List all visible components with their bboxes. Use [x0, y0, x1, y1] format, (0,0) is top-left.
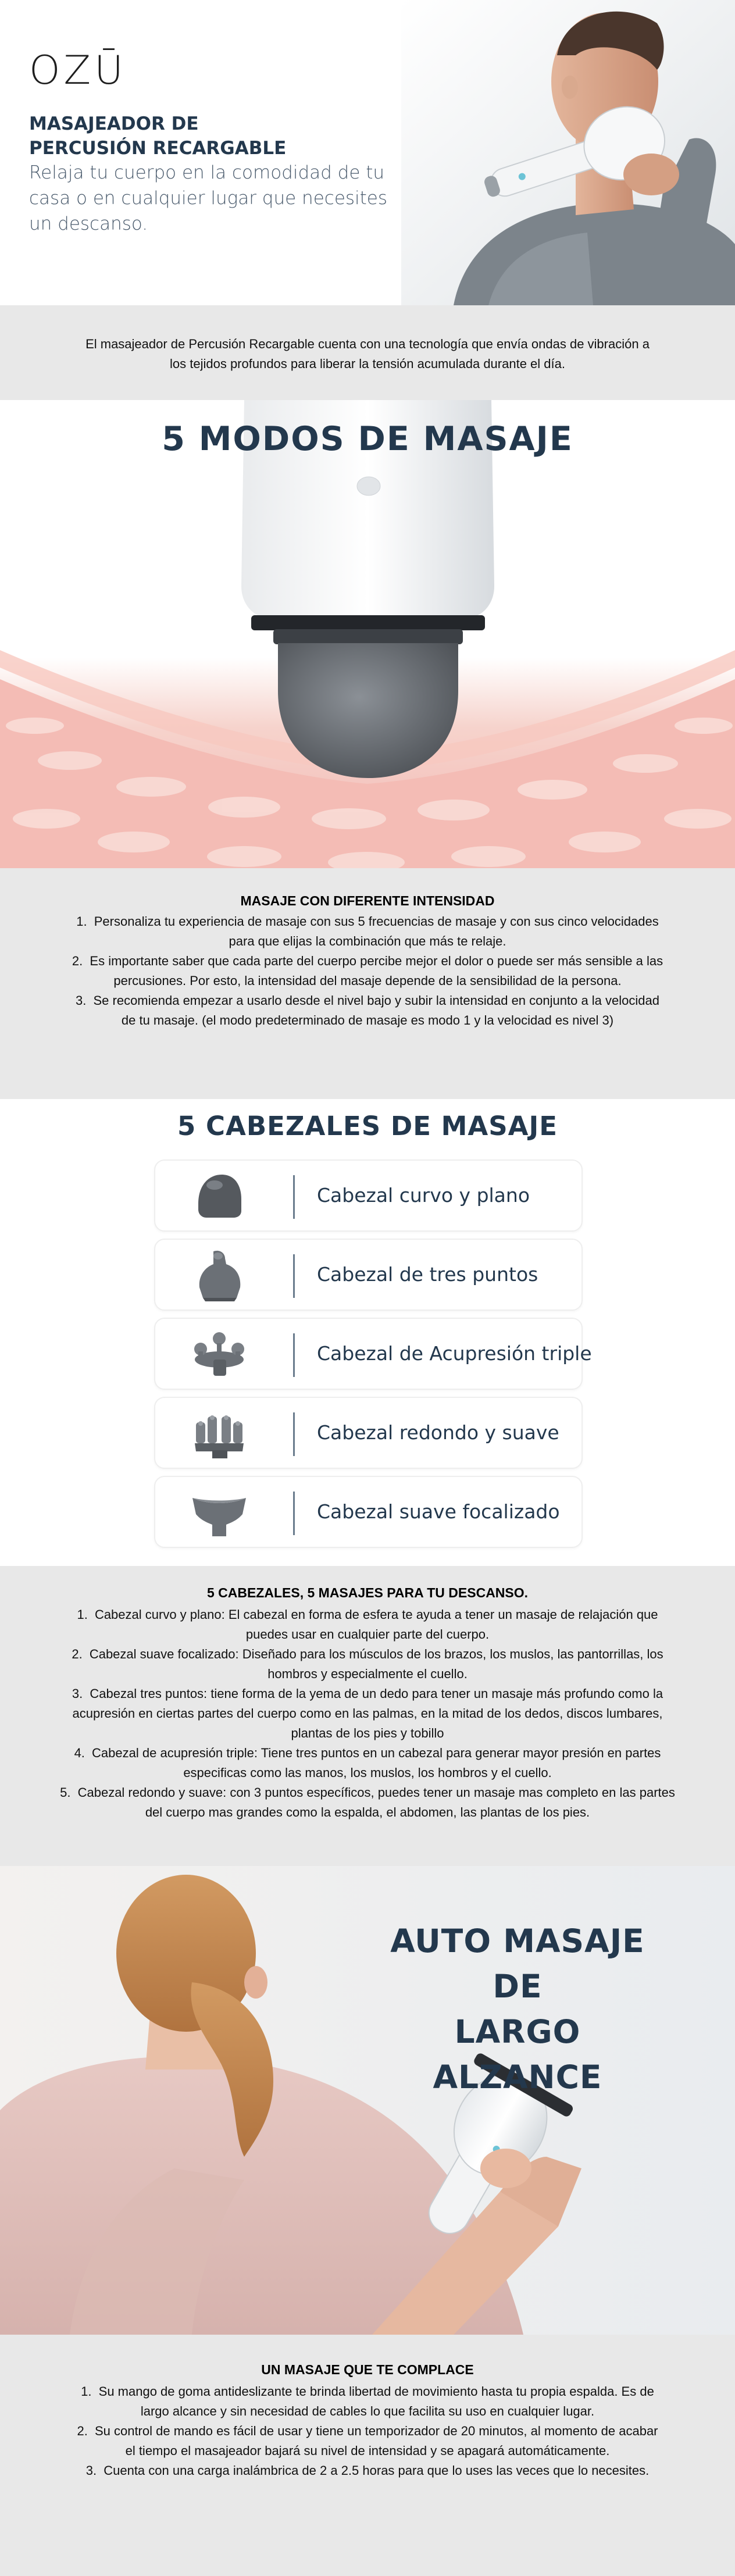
intensity-heading: MASAJE CON DIFERENTE INTENSIDAD [240, 893, 495, 908]
heads-section [0, 1099, 735, 1566]
heads-description-section [0, 1566, 735, 1866]
focused-soft-head-icon [190, 1484, 248, 1542]
round-soft-head-icon [190, 1405, 248, 1463]
list-item: 4. Cabezal de acupresión triple: Tiene tres puntos en un cabezal para generar mayor presión en partes especificas como las manos, los muslos, los hombros y el cuello. [74, 1746, 661, 1780]
heads-description-heading: 5 CABEZALES, 5 MASAJES PARA TU DESCANSO. [206, 1585, 529, 1600]
list-item: 3. Se recomienda empezar a usarlo desde el nivel bajo y subir la intensidad en conjunto a la velocidad de tu masaje. (el modo predeterminado de masaje es modo 1 y la velocidad es nivel 3) [76, 993, 659, 1027]
card-divider [293, 1412, 295, 1456]
card-divider [293, 1333, 295, 1377]
head-label: Cabezal suave focalizado [317, 1500, 560, 1523]
list-item: 2. Es importante saber que cada parte del cuerpo percibe mejor el dolor o puede ser más sensible a las percusiones. Por esto, la intensidad del masaje depende de la sensibilidad de la persona. [72, 954, 663, 988]
product-title: MASAJEADOR DE PERCUSIÓN RECARGABLE [29, 113, 287, 159]
complace-section [0, 2335, 735, 2576]
list-item: 3. Cabezal tres puntos: tiene forma de la yema de un dedo para tener un masaje más profundo como la acupresión en ciertas partes del cuerpo como en las palmas, en la mitad de los dedos, discos lumbares, plantas de los pies y tobillo [72, 1686, 663, 1740]
modes-section [0, 400, 735, 868]
list-item: 5. Cabezal redondo y suave: con 3 puntos específicos, puedes tener un masaje mas completo en las partes del cuerpo mas grandes como la espalda, el abdomen, las plantas de los pies. [60, 1785, 675, 1819]
list-item: 1. Su mango de goma antideslizante te brinda libertad de movimiento hasta tu propia espalda. Es de largo alcance y sin necesidad de cables lo que facilita su uso en cualquier lugar. [81, 2384, 654, 2418]
auto-massage-section [0, 1866, 735, 2335]
heads-heading: 5 CABEZALES DE MASAJE [177, 1111, 558, 1141]
head-card-triple-acupressure [154, 1318, 592, 1390]
massager-head-skin-illustration [0, 400, 735, 868]
complace-heading: UN MASAJE QUE TE COMPLACE [261, 2362, 474, 2377]
head-card-three-point [154, 1239, 583, 1311]
dome-head-icon [190, 1168, 248, 1226]
head-card-focused-soft [154, 1476, 583, 1548]
hero-section [0, 0, 735, 305]
intensity-list [65, 912, 670, 1030]
head-label: Cabezal curvo y plano [317, 1184, 530, 1207]
intro-section [0, 305, 735, 400]
card-divider [293, 1492, 295, 1535]
product-subtitle: Relaja tu cuerpo en la comodidad de tu casa o en cualquier lugar que necesites un descanso. [29, 162, 388, 234]
auto-massage-heading: AUTO MASAJE DE LARGO ALZANCE [390, 1922, 645, 2096]
head-card-curved-flat [154, 1159, 583, 1232]
head-card-round-soft [154, 1397, 583, 1469]
intensity-section [0, 868, 735, 1099]
brand-logo: OZŪ [29, 48, 127, 94]
head-label: Cabezal de tres puntos [317, 1263, 538, 1286]
list-item: 2. Su control de mando es fácil de usar y tiene un temporizador de 20 minutos, al momento de acabar el tiempo el masajeador bajará su nivel de intensidad y se apagará automáticamente. [77, 2424, 658, 2458]
list-item: 3. Cuenta con una carga inalámbrica de 2 a 2.5 horas para que lo uses las veces que lo necesites. [85, 2463, 650, 2478]
head-label: Cabezal de Acupresión triple [317, 1342, 592, 1365]
card-divider [293, 1175, 295, 1219]
head-label: Cabezal redondo y suave [317, 1421, 559, 1444]
list-item: 1. Cabezal curvo y plano: El cabezal en forma de esfera te ayuda a tener un masaje de relajación que puedes usar en cualquier parte del cuerpo. [77, 1607, 658, 1642]
list-item: 2. Cabezal suave focalizado: Diseñado para los músculos de los brazos, los muslos, las pantorrillas, los hombros y especialmente el cuello. [72, 1647, 663, 1681]
heads-description-list [51, 1605, 684, 1822]
intro-text: El masajeador de Percusión Recargable cuenta con una tecnología que envía ondas de vibración a los tejidos profundos para liberar la tensión acumulada durante el día. [85, 337, 650, 371]
modes-heading: 5 MODOS DE MASAJE [162, 420, 573, 458]
three-point-head-icon [190, 1247, 248, 1305]
card-divider [293, 1254, 295, 1298]
complace-list [65, 2382, 670, 2481]
triple-acupressure-head-icon [190, 1326, 248, 1384]
list-item: 1. Personaliza tu experiencia de masaje con sus 5 frecuencias de masaje y con sus cinco velocidades para que elijas la combinación que más te relaje. [76, 914, 659, 948]
man-using-massager-photo [401, 0, 735, 305]
